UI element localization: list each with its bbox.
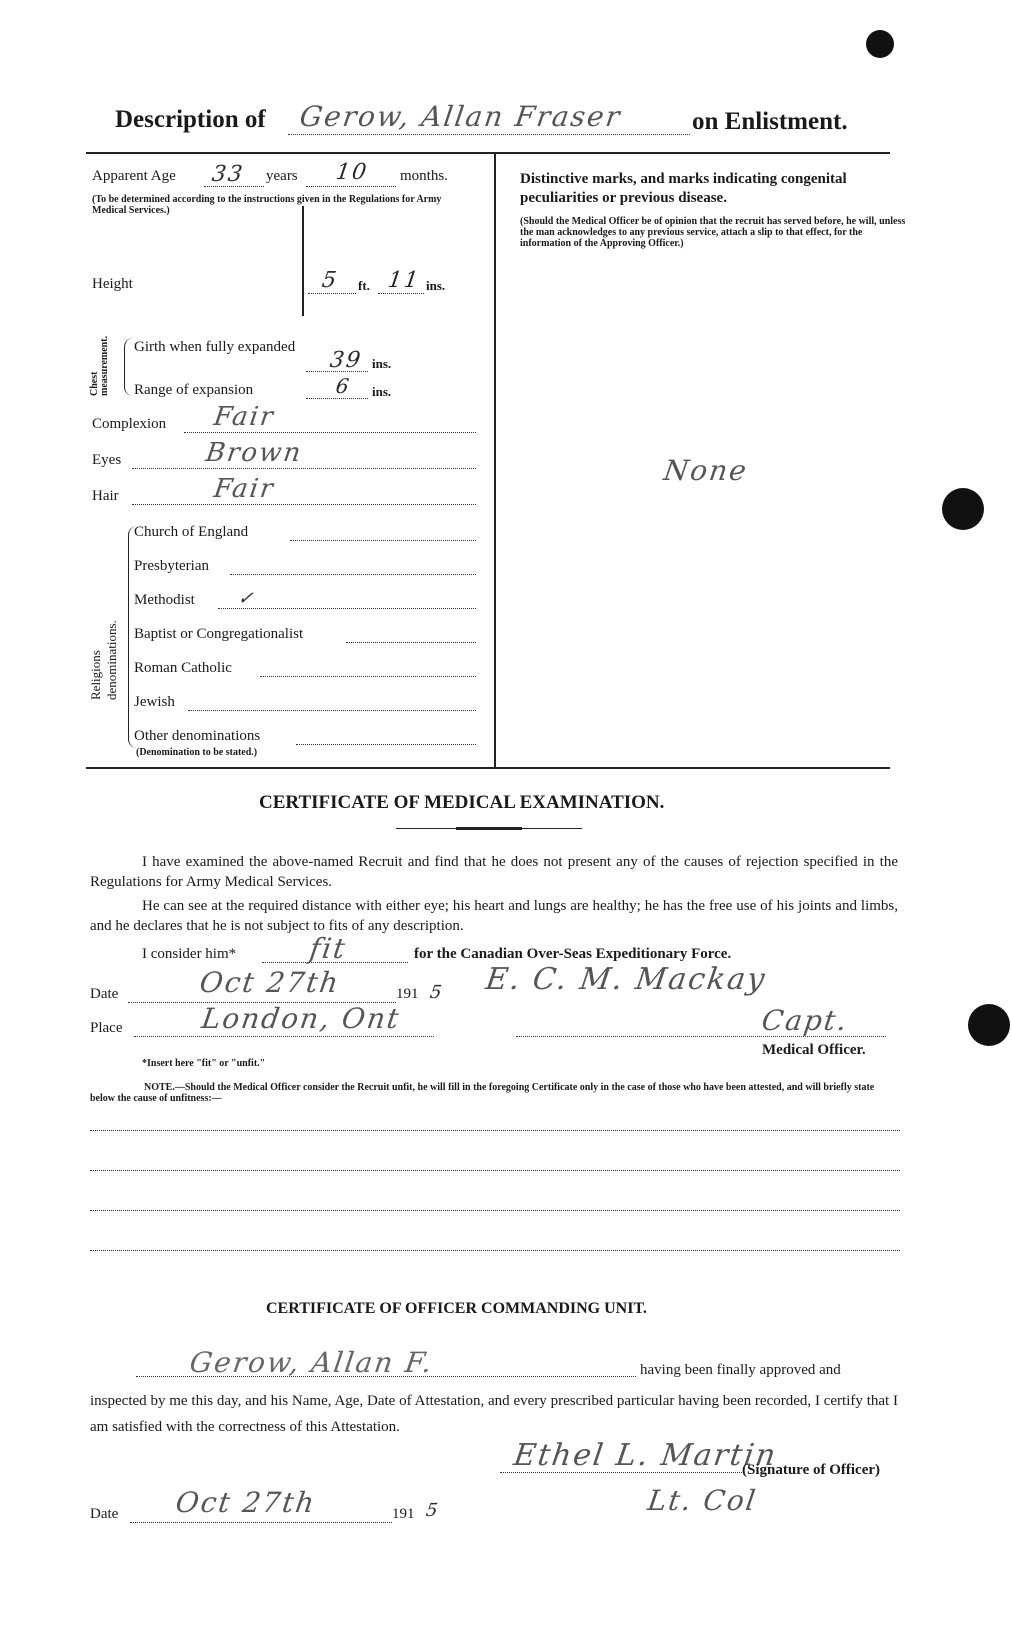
religions-label	[88, 590, 120, 700]
girth-label: Girth when fully expanded	[134, 339, 296, 355]
religion-other: Other denominations	[134, 728, 261, 744]
medical-signature: E. C. M. Mackay	[483, 962, 769, 997]
complexion-label: Complexion	[92, 416, 167, 432]
range-value: 6	[334, 374, 353, 398]
girth-value: 39	[328, 348, 364, 373]
hair-label: Hair	[92, 488, 119, 504]
religion-line-3	[346, 642, 476, 643]
height-label: Height	[92, 276, 133, 292]
girth-ins-label: ins.	[372, 356, 392, 371]
religion-methodist: Methodist	[134, 592, 195, 608]
commanding-heading: CERTIFICATE OF OFFICER COMMANDING UNIT.	[266, 1300, 647, 1317]
apparent-age-label: Apparent Age	[92, 168, 176, 184]
medical-date-label: Date	[90, 986, 119, 1002]
age-months-value: 10	[334, 160, 370, 185]
consider-label: I consider him*	[142, 946, 237, 962]
range-ins-label: ins.	[372, 384, 392, 399]
medical-year-prefix: 191	[396, 986, 419, 1002]
religion-line-1	[230, 574, 476, 575]
unfitness-line-4	[90, 1250, 900, 1251]
ft-label: ft.	[358, 278, 370, 293]
commanding-text2: inspected by me this day, and his Name, Age, Date of Attestation, and every prescribed particular having been recorded, I certify that I am satisfied with the correctness of this Attestation.	[90, 1393, 898, 1435]
medical-para1	[90, 852, 898, 892]
range-label: Range of expansion	[134, 382, 254, 398]
punch-hole-bottom	[968, 1004, 1010, 1046]
medical-date-value: Oct 27th	[197, 966, 343, 999]
title-suffix: on Enlistment.	[692, 108, 848, 135]
commanding-year-digit: 5	[424, 1500, 441, 1521]
medical-place-line	[134, 1036, 434, 1037]
months-label: months.	[400, 168, 448, 184]
eyes-label: Eyes	[92, 452, 122, 468]
age-note: (To be determined according to the instructions given in the Regulations for Army Medical Services.)	[92, 194, 442, 216]
religion-roman-catholic: Roman Catholic	[134, 660, 232, 676]
chest-measurement-label: Chest measurement.	[89, 335, 110, 396]
commanding-text1: having been finally approved and	[640, 1362, 841, 1378]
height-ins-value: 11	[386, 268, 422, 293]
unfitness-line-3	[90, 1210, 900, 1211]
consider-value: fit	[307, 932, 349, 965]
denomination-note: (Denomination to be stated.)	[136, 747, 258, 758]
complexion-line	[184, 432, 476, 433]
marks-note: (Should the Medical Officer be of opinion that the recruit has served before, he will, unless the man acknowledges to any previous service, attach a slip to that effect, for the information of the Approving Officer.)	[520, 216, 906, 249]
medical-year-digit: 5	[428, 982, 445, 1003]
religion-line-6	[296, 744, 476, 745]
medical-para1-text: I have examined the above-named Recruit and find that he does not present any of the causes of rejection specified in the Regulations for Army Medical Services.	[90, 854, 898, 890]
hair-line	[132, 504, 476, 505]
medical-place-label: Place	[90, 1020, 123, 1036]
punch-hole-middle	[942, 488, 984, 530]
religion-presbyterian: Presbyterian	[134, 558, 209, 574]
height-ft-value: 5	[320, 268, 340, 293]
title-name-line	[288, 134, 690, 135]
height-ft-line	[308, 293, 356, 294]
commanding-rank: Lt. Col	[645, 1484, 760, 1517]
eyes-value: Brown	[203, 438, 305, 468]
unfitness-line-2	[90, 1170, 900, 1171]
punch-hole-top	[866, 30, 894, 58]
range-line	[306, 398, 368, 399]
medical-signature-line	[516, 1036, 886, 1037]
inner-divider	[302, 206, 304, 316]
religions-label-text: Religions denominations.	[88, 620, 119, 700]
signature-of-officer-label: (Signature of Officer)	[742, 1462, 881, 1478]
table-top-rule	[86, 152, 890, 154]
methodist-mark: ✓	[236, 588, 257, 609]
years-label: years	[266, 168, 298, 184]
age-years-value: 33	[210, 162, 246, 187]
commanding-name-value: Gerow, Allan F.	[187, 1346, 436, 1379]
marks-value: None	[661, 454, 751, 487]
medical-para2-text: He can see at the required distance with either eye; his heart and lungs are healthy; he has the free use of his joints and limbs, and he declares that he is not subject to fits of any description.	[90, 898, 898, 934]
height-ins-line	[378, 293, 424, 294]
religion-church-of-england: Church of England	[134, 524, 249, 540]
medical-officer-label: Medical Officer.	[762, 1042, 866, 1058]
commanding-year-prefix: 191	[392, 1506, 415, 1522]
commanding-signature-line	[500, 1472, 742, 1473]
height-ins-label: ins.	[426, 278, 446, 293]
religion-line-2	[218, 608, 476, 609]
medical-para2	[90, 896, 898, 936]
title-prefix: Description of	[115, 106, 266, 133]
eyes-line	[132, 468, 476, 469]
commanding-date-line	[130, 1522, 392, 1523]
religion-line-4	[260, 676, 476, 677]
commanding-signature: Ethel L. Martin	[511, 1438, 780, 1473]
chest-brace	[124, 338, 133, 396]
medical-rank: Capt.	[759, 1004, 851, 1037]
title-name-handwritten: Gerow, Allan Fraser	[297, 100, 624, 133]
medical-note: NOTE.—Should the Medical Officer consider the Recruit unfit, he will fill in the foregoing Certificate only in the case of those who have been attested, and will briefly state below the cause of unfitness:—	[90, 1082, 875, 1104]
force-label: for the Canadian Over-Seas Expeditionary Force.	[414, 946, 732, 962]
insert-note: *Insert here "fit" or "unfit."	[142, 1058, 266, 1069]
age-months-line	[306, 186, 396, 187]
commanding-date-label: Date	[90, 1506, 119, 1522]
hair-value: Fair	[211, 474, 277, 504]
religion-jewish: Jewish	[134, 694, 175, 710]
table-bottom-rule	[86, 767, 890, 769]
column-divider	[494, 152, 496, 767]
religion-line-0	[290, 540, 476, 541]
complexion-value: Fair	[211, 402, 277, 432]
unfitness-line-1	[90, 1130, 900, 1131]
religion-baptist: Baptist or Congregationalist	[134, 626, 304, 642]
medical-heading-rule-bold	[456, 827, 522, 830]
marks-heading: Distinctive marks, and marks indicating congenital peculiarities or previous disease.	[520, 171, 847, 206]
commanding-date-value: Oct 27th	[173, 1486, 319, 1519]
religion-line-5	[188, 710, 476, 711]
medical-place-value: London, Ont	[199, 1002, 403, 1035]
medical-heading: CERTIFICATE OF MEDICAL EXAMINATION.	[259, 792, 665, 813]
